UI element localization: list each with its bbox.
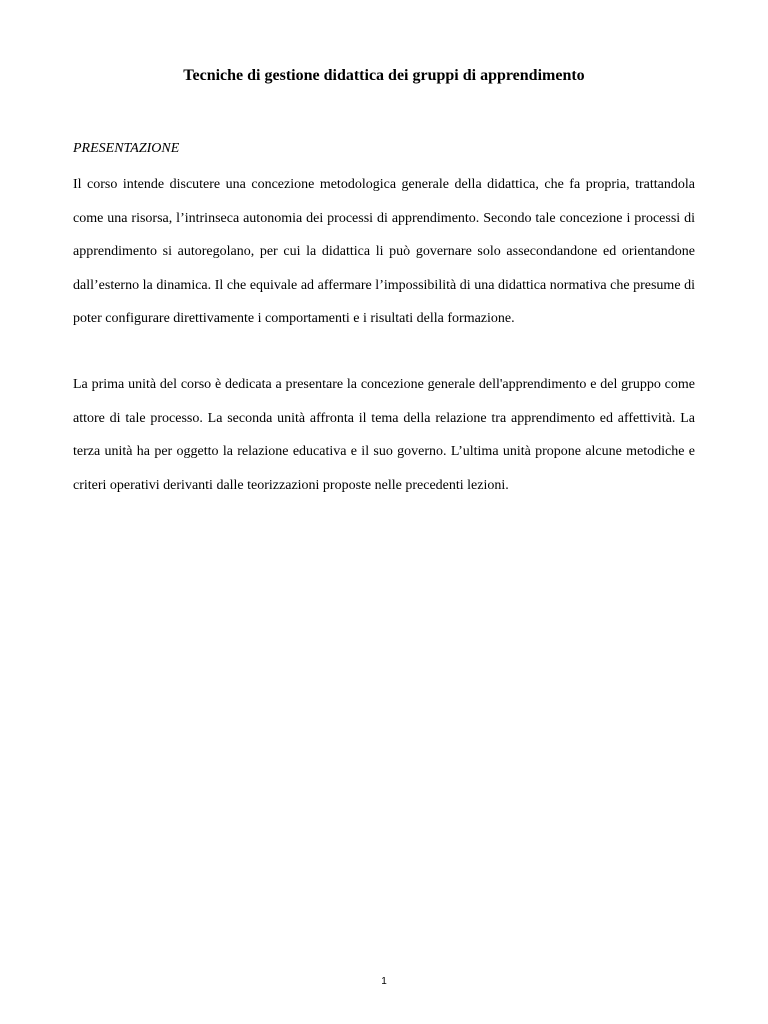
document-title: Tecniche di gestione didattica dei gruppi di apprendimento xyxy=(183,67,585,84)
page-number: 1 xyxy=(381,976,387,987)
paragraph-intro: Il corso intende discutere una concezione metodologica generale della didattica, che fa propria, trattandola come una risorsa, l’intrinseca autonomia dei processi di apprendimento. Secondo tale concezione i processi di apprendimento si autoregolano, per cui la didattica li può governare solo assecondandone ed orientandone dall’esterno la dinamica. Il che equivale ad affermare l’impossibilità di una didattica normativa che presume di poter configurare direttivamente i comportamenti e i risultati della formazione. xyxy=(73,177,695,327)
paragraph-units: La prima unità del corso è dedicata a presentare la concezione generale dell'apprendimento e del gruppo come attore di tale processo. La seconda unità affronta il tema della relazione tra apprendimento ed affettività. La terza unità ha per oggetto la relazione educativa e il suo governo. L’ultima unità propone alcune metodiche e criteri operativi derivanti dalle teorizzazioni proposte nelle precedenti lezioni. xyxy=(73,377,695,493)
section-heading-presentazione: PRESENTAZIONE xyxy=(73,141,180,156)
